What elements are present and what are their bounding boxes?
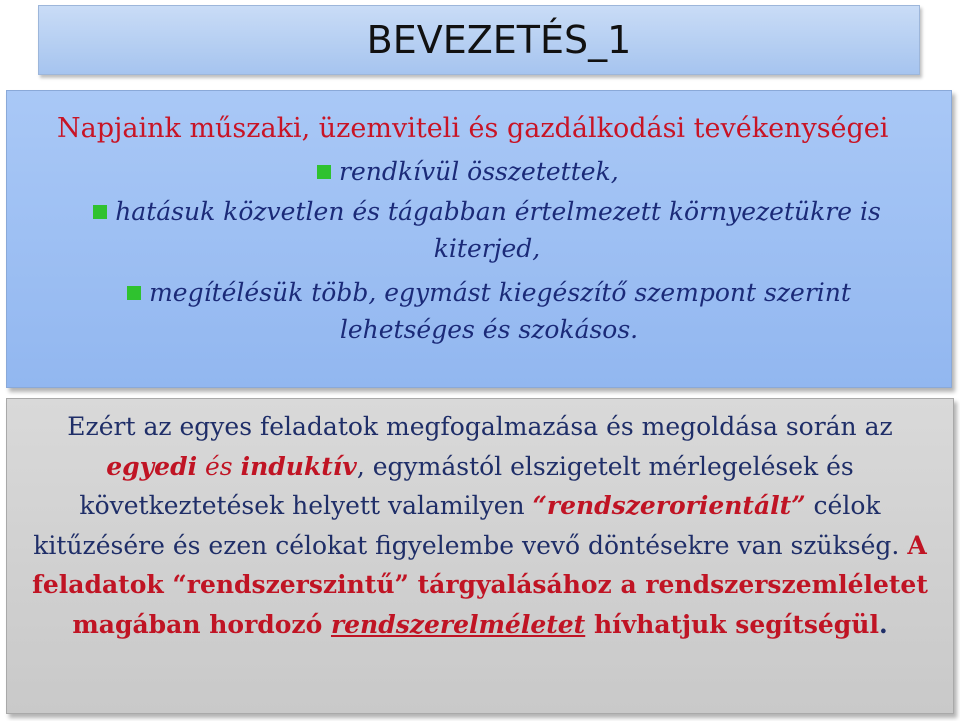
square-bullet-icon	[127, 286, 141, 300]
intro-box	[6, 90, 952, 388]
text-run: , egymástól elszigetelt mérlegelések és következtetések helyett valamilyen	[79, 451, 854, 520]
text-run-bold: A feladatok “rendszerszintű” tárgyalásához a rendszerszemléletet magában hordozó	[32, 530, 928, 639]
intro-item-text: hatásuk közvetlen és tágabban értelmezett környezetükre is kiterjed,	[115, 197, 881, 263]
square-bullet-icon	[317, 165, 331, 179]
main-box	[6, 398, 954, 714]
title-bar	[38, 5, 920, 75]
main-paragraph	[27, 407, 933, 644]
text-run: célok kitűzésére és ezen célokat figyelembe vevő döntésekre van szükség.	[33, 491, 908, 560]
text-run-emphasis: induktív	[240, 451, 357, 481]
text-run-emphasis: “rendszerorientált”	[532, 491, 806, 520]
intro-item	[317, 153, 717, 190]
intro-item	[89, 274, 889, 348]
intro-lead: Napjaink műszaki, üzemviteli és gazdálkodási tevékenységei	[57, 113, 889, 144]
text-run-bold-underlined: rendszerelméletet	[330, 609, 586, 639]
page-title: BEVEZETÉS_1	[366, 18, 632, 62]
text-run-emphasis: és	[197, 451, 241, 481]
square-bullet-icon	[93, 205, 107, 219]
intro-item-text: megítélésük több, egymást kiegészítő szempont szerint lehetséges és szokásos.	[149, 278, 851, 344]
intro-item	[57, 193, 917, 267]
text-run-bold: hívhatjuk segítségül	[585, 609, 879, 639]
text-run: Ezért az egyes feladatok megfogalmazása és megoldása során az	[67, 412, 893, 441]
text-run-period: .	[878, 609, 888, 639]
text-run-emphasis: egyedi	[106, 451, 198, 481]
intro-item-text: rendkívül összetettek,	[339, 157, 619, 186]
